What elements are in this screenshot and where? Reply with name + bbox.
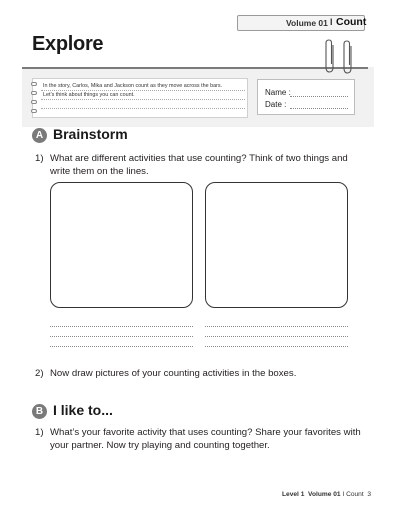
page-title: Explore — [32, 33, 104, 55]
question-a2-text: Now draw pictures of your counting activities in the boxes. — [50, 368, 297, 379]
date-field[interactable] — [290, 108, 348, 109]
question-a2-number: 2) — [35, 368, 44, 379]
volume-title: Count — [336, 16, 367, 28]
name-field[interactable] — [290, 96, 348, 97]
writing-line-2c[interactable] — [205, 346, 348, 347]
spiral-ring — [31, 91, 37, 95]
writing-line-1c[interactable] — [50, 346, 193, 347]
writing-line-1a[interactable] — [50, 326, 193, 327]
question-b1-number: 1) — [35, 427, 44, 438]
date-label: Date : — [265, 100, 287, 109]
volume-label: Volume 01 — [286, 18, 328, 28]
writing-line-2b[interactable] — [205, 336, 348, 337]
section-a-title: Brainstorm — [53, 126, 128, 142]
section-a-badge: A — [32, 128, 47, 143]
intro-panel-top-rule — [22, 67, 368, 69]
notebook-rule — [41, 90, 245, 91]
spiral-ring — [31, 82, 37, 86]
intro-text-line-1: In the story, Carlos, Mika and Jackson count as they move across the bars. — [43, 83, 223, 89]
footer-volume: Volume 01 — [308, 491, 341, 498]
section-b-title: I like to... — [53, 402, 113, 418]
volume-tab — [237, 15, 365, 31]
footer-divider: I — [342, 491, 345, 498]
notebook-rule — [41, 99, 245, 100]
notebook-rule — [41, 108, 245, 109]
intro-notebook — [32, 78, 248, 118]
writing-line-1b[interactable] — [50, 336, 193, 337]
name-label: Name : — [265, 88, 291, 97]
section-b-badge: B — [32, 404, 47, 419]
question-a1-number: 1) — [35, 153, 44, 164]
header-divider: I — [330, 17, 333, 27]
question-a1-text: What are different activities that use counting? Think of two things and write them on the lines. — [50, 153, 348, 177]
page-number: 3 — [367, 491, 372, 498]
spiral-ring — [31, 100, 37, 104]
intro-text-line-2: Let’s think about things you can count. — [43, 92, 135, 98]
writing-line-2a[interactable] — [205, 326, 348, 327]
name-date-box — [257, 79, 355, 115]
drawing-box-2[interactable] — [205, 182, 348, 308]
drawing-box-1[interactable] — [50, 182, 193, 308]
paperclip-icon — [340, 39, 356, 75]
question-b1-text: What’s your favorite activity that uses counting? Share your favorites with your partner. Now try playing and counting together. — [50, 427, 361, 451]
page-footer — [282, 491, 371, 498]
paperclip-icon — [322, 38, 338, 74]
footer-level: Level 1 — [282, 491, 305, 498]
footer-title: Count — [346, 491, 364, 498]
spiral-ring — [31, 109, 37, 113]
